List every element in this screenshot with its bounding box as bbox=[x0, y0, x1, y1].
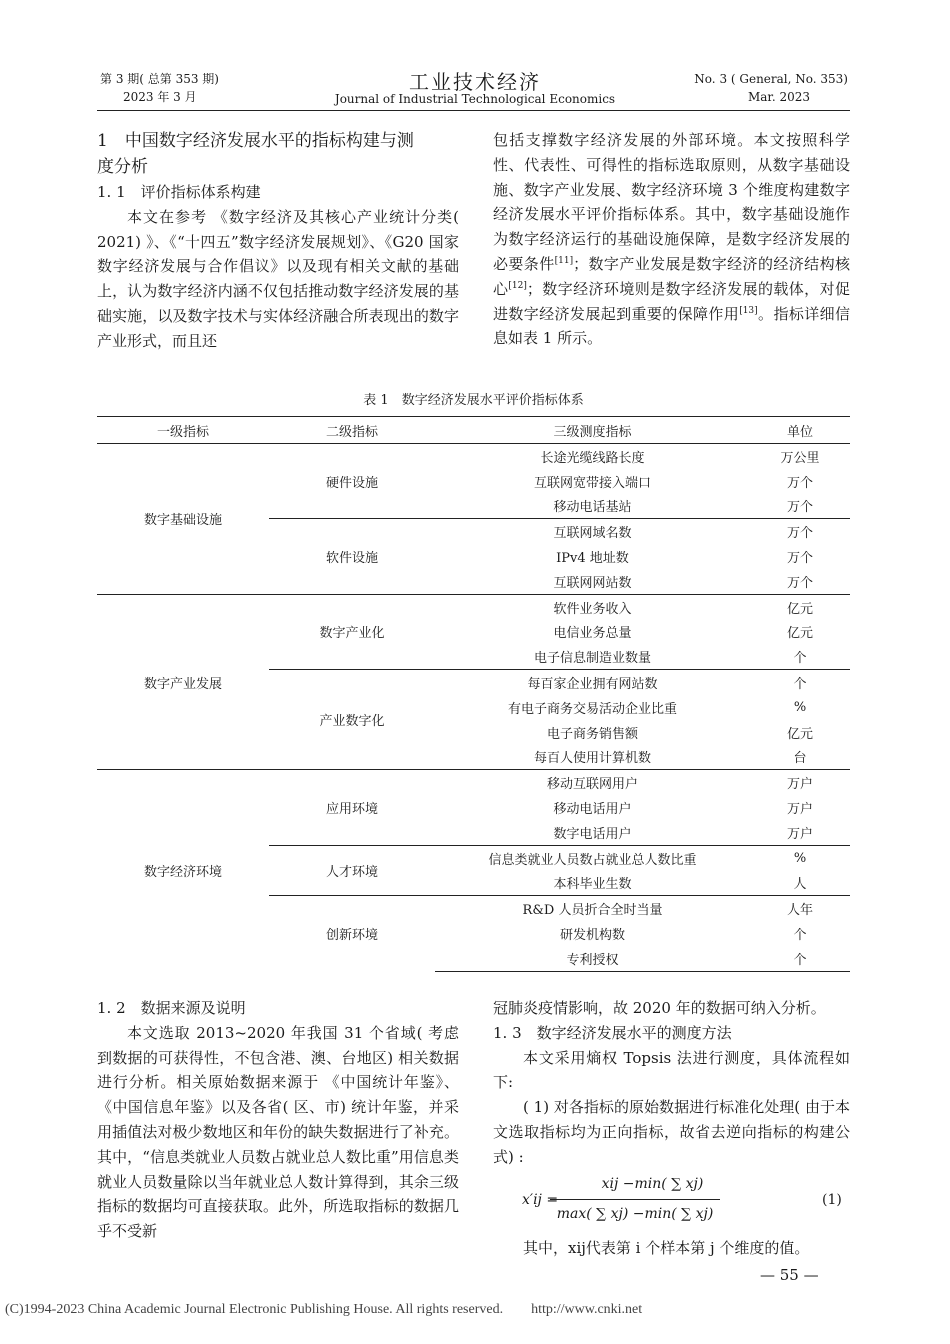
journal-title-cn: 工业技术经济 bbox=[409, 70, 541, 94]
section13-paragraph2: ( 1) 对各指标的原始数据进行标准化处理( 由于本文选取指标均为正向指标，故省去逆向指标的构建公式) : bbox=[493, 1098, 850, 1166]
right-column-top bbox=[493, 128, 850, 351]
section12-heading: 1. 2 数据来源及说明 bbox=[97, 999, 246, 1017]
indicator-cell: 研发机构数 bbox=[559, 928, 625, 944]
citation-11: [11] bbox=[554, 255, 574, 266]
section13-paragraph3: 其中，xij代表第 i 个样本第 j 个维度的值。 bbox=[523, 1239, 810, 1257]
section12-paragraph: 本文选取 2013~2020 年我国 31 个省域( 考虑到数据的可获得性，不包含港、澳、台地区) 相关数据进行分析。相关原始数据来源于 《中国统计年鉴》、《中国信息年鉴》以及各省( 区、市) 统计年鉴，并采用插值法对极少数地区和年份的缺失数据进行了补充。其中，“信息类就业人员数占就业总人数比重”用信息类就业人员数量除以当年就业总人数计算得到，其余三级指标的数据均可直接获取。此外，所选取指标的数据几乎不受新 bbox=[97, 1023, 459, 1241]
unit-cell: 个 bbox=[750, 644, 850, 669]
right-column-bottom bbox=[493, 996, 850, 1170]
indicator-cell: 数字电话用户 bbox=[435, 820, 750, 845]
indicator-cell: IPv4 地址数 bbox=[556, 551, 629, 567]
section1-heading-line1: 1 中国数字经济发展水平的指标构建与测 bbox=[97, 131, 414, 151]
page-number: — 55 — bbox=[760, 1266, 819, 1284]
journal-title-en: Journal of Industrial Technological Economics bbox=[334, 92, 616, 106]
unit-cell: 万个 bbox=[786, 475, 813, 491]
formula-lhs: x′ij = bbox=[522, 1192, 559, 1208]
unit-cell: 人 bbox=[750, 871, 850, 896]
section13-paragraph1: 本文采用熵权 Topsis 法进行测度，具体流程如下: bbox=[493, 1048, 850, 1092]
indicator-cell: 互联网域名数 bbox=[553, 526, 632, 542]
table-header-cell: 一级指标 bbox=[97, 417, 269, 444]
paragraph-segment: 。指标详细信息如表 1 所示。 bbox=[493, 304, 850, 348]
date-cn: 2023 年 3 月 bbox=[123, 90, 197, 104]
indicator-cell: 信息类就业人员数占就业总人数比重 bbox=[488, 852, 697, 868]
unit-cell: 万户 bbox=[750, 820, 850, 845]
section13-heading: 1. 3 数字经济发展水平的测度方法 bbox=[493, 1023, 732, 1042]
level2-cell: 软件设施 bbox=[269, 519, 435, 594]
unit-cell: 万户 bbox=[786, 802, 813, 818]
indicator-cell: 软件业务收入 bbox=[553, 601, 632, 617]
section11-heading: 1. 1 评价指标体系构建 bbox=[97, 183, 261, 201]
copyright-footer: (C)1994-2023 China Academic Journal Electronic Publishing House. All rights reserved. http://www.cnki.net bbox=[5, 1302, 643, 1317]
indicator-cell: 专利授权 bbox=[435, 946, 750, 971]
formula-number: (1) bbox=[822, 1192, 842, 1208]
indicator-cell: 电子商务销售额 bbox=[546, 726, 638, 742]
unit-cell: 万个 bbox=[750, 569, 850, 594]
level2-cell: 应用环境 bbox=[269, 770, 435, 845]
unit-cell: 万公里 bbox=[780, 450, 820, 466]
section12-paragraph-cont: 冠肺炎疫情影响，故 2020 年的数据可纳入分析。 bbox=[493, 999, 826, 1017]
indicator-cell: 移动电话基站 bbox=[435, 494, 750, 519]
table1 bbox=[97, 416, 850, 972]
formula-denominator: max( ∑ xj) −min( ∑ xj) bbox=[556, 1206, 714, 1222]
table-header-cell: 单位 bbox=[750, 417, 850, 444]
table-row bbox=[97, 444, 850, 469]
indicator-cell: 电信业务总量 bbox=[553, 626, 632, 642]
level1-cell: 数字产业发展 bbox=[97, 594, 269, 770]
level1-cell: 数字基础设施 bbox=[97, 444, 269, 595]
section11-paragraph-cont bbox=[493, 128, 850, 351]
unit-cell: 万个 bbox=[786, 551, 813, 567]
unit-cell: 万个 bbox=[750, 494, 850, 519]
table-row bbox=[97, 594, 850, 619]
header-rule bbox=[97, 110, 850, 111]
issue-cn: 第 3 期( 总第 353 期) bbox=[100, 72, 219, 86]
paragraph-segment: ；数字经济环境则是数字经济发展的载体，对促进数字经济发展起到重要的保障作用 bbox=[493, 279, 850, 323]
paragraph-segment: 包括支撑数字经济发展的外部环境。本文按照科学性、代表性、可得性的指标选取原则，从数字基础设施、数字产业发展、数字经济环境 3 个维度构建数字经济发展水平评价指标体系。其中，数字基础设施作为数字经济运行的基础设施保障，是数字经济发展的必要条件 bbox=[493, 131, 850, 273]
section1-heading-line2: 度分析 bbox=[97, 157, 148, 177]
indicator-cell: 移动电话用户 bbox=[553, 802, 632, 818]
paragraph-segment: ；数字产业发展是数字经济的经济结构核心 bbox=[493, 254, 850, 298]
left-column-bottom bbox=[97, 996, 459, 1244]
table-row bbox=[97, 770, 850, 795]
indicator-cell: 移动互联网用户 bbox=[546, 777, 638, 793]
unit-cell: 亿元 bbox=[786, 726, 813, 742]
date-en: Mar. 2023 bbox=[747, 90, 810, 104]
indicator-cell: 长途光缆线路长度 bbox=[540, 450, 645, 466]
indicator-cell: 互联网网站数 bbox=[435, 569, 750, 594]
level2-cell: 创新环境 bbox=[325, 928, 378, 944]
indicator-cell: 互联网宽带接入端口 bbox=[533, 475, 651, 491]
unit-cell: 万个 bbox=[786, 526, 813, 542]
unit-cell: 人年 bbox=[786, 903, 813, 919]
indicator-cell: 每百家企业拥有网站数 bbox=[527, 677, 658, 693]
left-column-top bbox=[97, 128, 459, 354]
citation-13: [13] bbox=[739, 305, 758, 316]
table-header-cell: 三级测度指标 bbox=[435, 417, 750, 444]
level2-cell: 产业数字化 bbox=[269, 670, 435, 770]
indicator-cell: R&D 人员折合全时当量 bbox=[522, 903, 663, 919]
right-column-tail bbox=[493, 1236, 850, 1261]
unit-cell: 亿元 bbox=[786, 626, 813, 642]
unit-cell: 台 bbox=[750, 745, 850, 770]
citation-12: [12] bbox=[508, 280, 527, 291]
indicator-cell: 有电子商务交易活动企业比重 bbox=[507, 701, 677, 717]
unit-cell: 个 bbox=[793, 677, 807, 693]
unit-cell: 万户 bbox=[786, 777, 813, 793]
table-header-row bbox=[97, 417, 850, 444]
unit-cell: 个 bbox=[793, 928, 807, 944]
table1-title: 表 1 数字经济发展水平评价指标体系 bbox=[363, 393, 584, 408]
table-header-cell: 二级指标 bbox=[269, 417, 435, 444]
section11-paragraph: 本文在参考 《数字经济及其核心产业统计分类( 2021) 》、《“十四五”数字经济发展规划》、《G20 国家数字经济发展与合作倡议》以及现有相关文献的基础上，认为数字经济内涵不仅包括推动数字经济发展的基础实施，以及数字技术与实体经济融合所表现出的数字产业形式，而且还 bbox=[97, 207, 459, 350]
unit-cell: % bbox=[793, 850, 807, 866]
fraction-bar bbox=[550, 1199, 720, 1200]
level1-cell: 数字经济环境 bbox=[143, 865, 222, 881]
issue-en: No. 3 ( General, No. 353) bbox=[694, 72, 848, 86]
level2-cell: 数字产业化 bbox=[269, 594, 435, 669]
unit-cell: % bbox=[793, 699, 807, 715]
indicator-cell: 本科毕业生数 bbox=[435, 871, 750, 896]
unit-cell: 个 bbox=[750, 946, 850, 971]
level2-cell: 硬件设施 bbox=[269, 444, 435, 519]
level2-cell: 人才环境 bbox=[269, 845, 435, 896]
indicator-cell: 每百人使用计算机数 bbox=[435, 745, 750, 770]
unit-cell: 亿元 bbox=[786, 601, 813, 617]
formula-numerator: xij −min( ∑ xj) bbox=[601, 1176, 704, 1192]
indicator-cell: 电子信息制造业数量 bbox=[435, 644, 750, 669]
